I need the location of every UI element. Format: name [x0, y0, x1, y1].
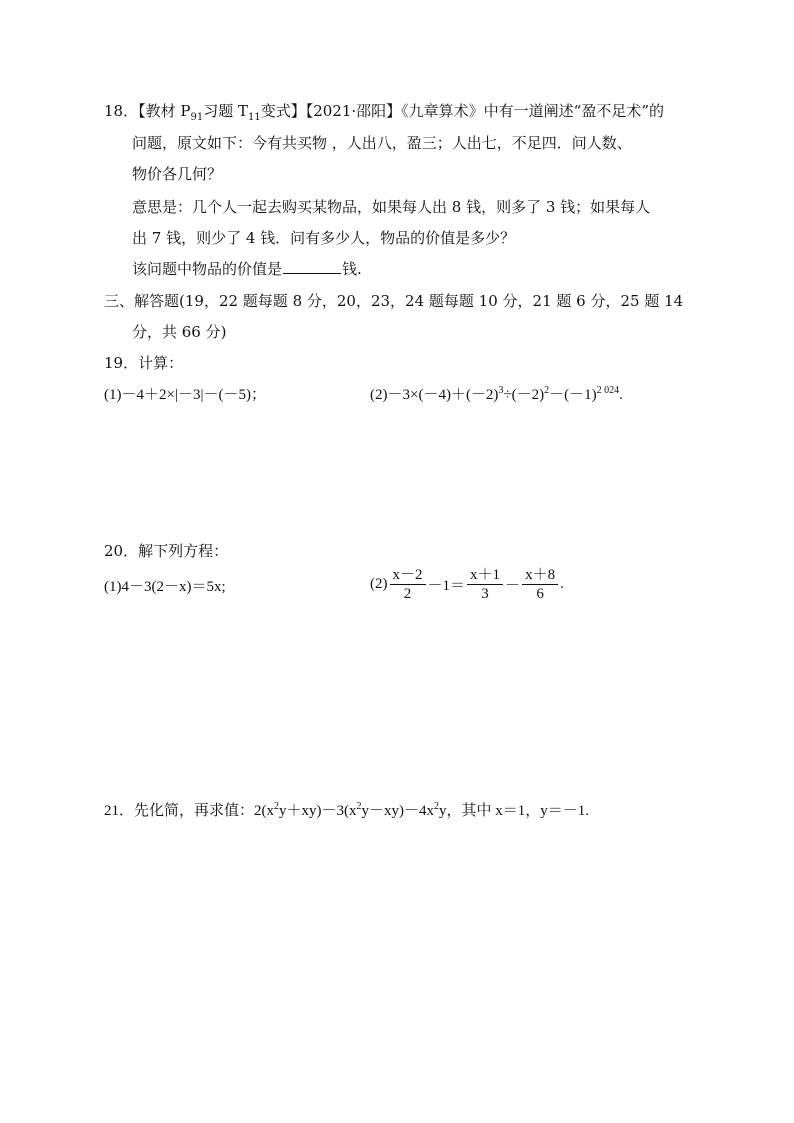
q19-title: 19．计算：	[104, 354, 184, 372]
q20-part-1: (1)4－3(2－x)＝5x;	[104, 579, 226, 595]
q20-part-2: (2) $\frac{x-2}{2}$ －1＝ $\frac{x+1}{3}$ － $\frac{x+8}{6}$ .	[370, 567, 564, 602]
fraction-3: $\frac{x+8}{6}$	[522, 566, 558, 603]
q18-line-4: 意思是：几个人一起去购买某物品，如果每人出 8 钱，则多了 3 钱；如果每人	[132, 198, 651, 216]
q18-line-6: 该问题中物品的价值是 钱.	[132, 260, 362, 278]
section3-line-1: 三、解答题(19，22 题每题 8 分，20，23，24 题每题 10 分，21 题 6 分，25 题 14	[104, 292, 684, 310]
q18-line-5: 出 7 钱，则少了 4 钱．问有多少人，物品的价值是多少？	[132, 229, 516, 247]
section3-line-2: 分，共 66 分)	[132, 323, 227, 341]
q18-line-3: 物价各几何？	[132, 165, 223, 183]
q18-line-2: 问题，原文如下：今有共买物 ，人出八，盈三；人出七，不足四．问人数、	[132, 134, 632, 152]
q18-line-1: 18．【教材 $P_{91}$习题 $T_{11}$变式】【2021·邵阳】《九章算术》中有一道阐述“盈不足术”的	[104, 102, 664, 123]
q20-title: 20．解下列方程：	[104, 542, 229, 560]
q19-part-1: (1)－4＋2×|－3|－(－5)；	[104, 387, 266, 403]
answer-blank[interactable]	[283, 259, 341, 274]
q21-line: 21．先化简，再求值：$2(x^2y+xy)-3(x^2y-xy)-4x^2y$，其中 x＝1，y＝－1.	[104, 801, 590, 819]
q19-part-2: $(2)-3\times(-4)+(-2)^3\div(-2)^2-(-1)^{2 024}$.	[370, 385, 623, 403]
fraction-2: $\frac{x+1}{3}$	[467, 566, 503, 603]
fraction-1: $\frac{x-2}{2}$	[390, 566, 426, 603]
